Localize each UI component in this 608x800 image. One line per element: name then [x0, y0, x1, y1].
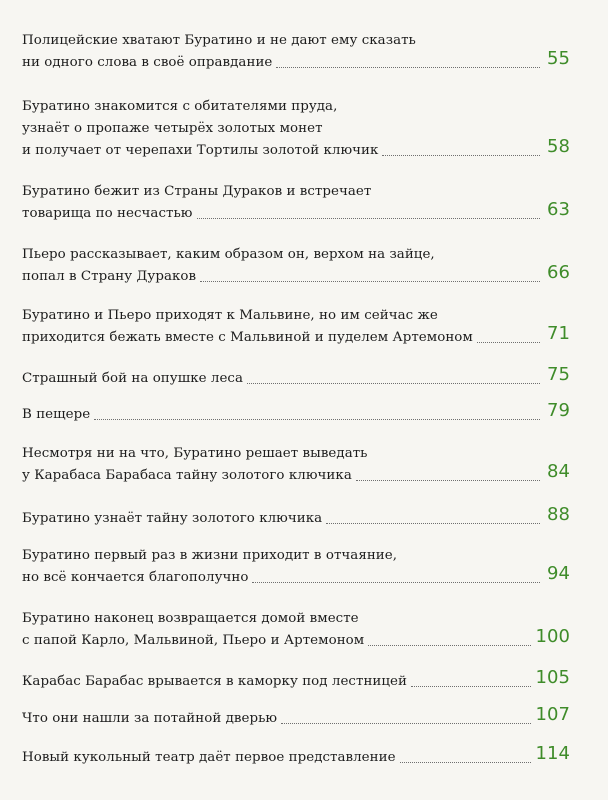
page-number: 58: [546, 136, 570, 157]
toc-entry[interactable]: [22, 667, 570, 693]
entry-text-line: Буратино бежит из Страны Дураков и встречает: [22, 184, 372, 199]
entry-text-line: Буратино и Пьеро приходят к Мальвине, но им сейчас же: [22, 308, 438, 323]
toc-entry[interactable]: [22, 364, 570, 390]
page-number: 84: [546, 461, 570, 482]
page-number: 107: [535, 704, 570, 725]
page-number: 88: [546, 504, 570, 525]
dot-leader: [247, 383, 540, 384]
toc-entry[interactable]: [22, 96, 570, 162]
entry-text-line: товарища по несчастью: [22, 206, 193, 221]
entry-text-line: но всё кончается благополучно: [22, 570, 249, 585]
entry-text-line: у Карабаса Барабаса тайну золотого ключика: [22, 468, 352, 483]
dot-leader: [281, 723, 531, 724]
dot-leader: [94, 419, 540, 420]
dot-leader: [382, 155, 540, 156]
dot-leader: [200, 281, 540, 282]
page-number: 63: [546, 199, 570, 220]
entry-text-line: Новый кукольный театр даёт первое представление: [22, 750, 396, 765]
dot-leader: [252, 582, 540, 583]
toc-entry[interactable]: [22, 244, 570, 288]
toc-entry[interactable]: [22, 400, 570, 426]
dot-leader: [400, 762, 532, 763]
page-number: 71: [546, 323, 570, 344]
table-of-contents: [22, 0, 570, 800]
page-number: 105: [535, 667, 570, 688]
toc-entry[interactable]: [22, 743, 570, 769]
entry-text-line: Буратино наконец возвращается домой вместе: [22, 611, 359, 626]
entry-text-line: Пьеро рассказывает, каким образом он, верхом на зайце,: [22, 247, 435, 262]
entry-text-line: В пещере: [22, 407, 91, 422]
entry-text-line: Карабас Барабас врывается в каморку под лестницей: [22, 674, 407, 689]
dot-leader: [411, 686, 531, 687]
entry-text-line: Что они нашли за потайной дверью: [22, 711, 278, 726]
entry-text-line: Страшный бой на опушке леса: [22, 371, 244, 386]
toc-entry[interactable]: [22, 305, 570, 349]
toc-entry[interactable]: [22, 545, 570, 589]
page-number: 66: [546, 262, 570, 283]
entry-text-line: Буратино знакомится с обитателями пруда,: [22, 99, 338, 114]
entry-text-line: попал в Страну Дураков: [22, 269, 197, 284]
toc-entry[interactable]: [22, 181, 570, 225]
dot-leader: [356, 480, 540, 481]
toc-entry[interactable]: [22, 30, 570, 74]
entry-text-line: Буратино первый раз в жизни приходит в отчаяние,: [22, 548, 398, 563]
entry-text-line: с папой Карло, Мальвиной, Пьеро и Артемоном: [22, 633, 365, 648]
dot-leader: [368, 645, 531, 646]
entry-text-line: приходится бежать вместе с Мальвиной и пуделем Артемоном: [22, 330, 473, 345]
page-number: 79: [546, 400, 570, 421]
dot-leader: [326, 523, 540, 524]
toc-entry[interactable]: [22, 608, 570, 652]
toc-entry[interactable]: [22, 704, 570, 730]
dot-leader: [276, 67, 540, 68]
entry-text-line: узнаёт о пропаже четырёх золотых монет: [22, 121, 323, 136]
entry-text-line: ни одного слова в своё оправдание: [22, 55, 273, 70]
entry-text-line: Буратино узнаёт тайну золотого ключика: [22, 511, 323, 526]
entry-text-line: и получает от черепахи Тортилы золотой ключик: [22, 143, 379, 158]
dot-leader: [197, 218, 540, 219]
page-number: 55: [546, 48, 570, 69]
page-number: 75: [546, 364, 570, 385]
entry-text-line: Несмотря ни на что, Буратино решает выведать: [22, 446, 368, 461]
page-number: 114: [535, 743, 570, 764]
dot-leader: [477, 342, 540, 343]
toc-entry[interactable]: [22, 443, 570, 487]
toc-entry[interactable]: [22, 504, 570, 530]
page-number: 100: [535, 626, 570, 647]
entry-text-line: Полицейские хватают Буратино и не дают ему сказать: [22, 33, 416, 48]
page-number: 94: [546, 563, 570, 584]
